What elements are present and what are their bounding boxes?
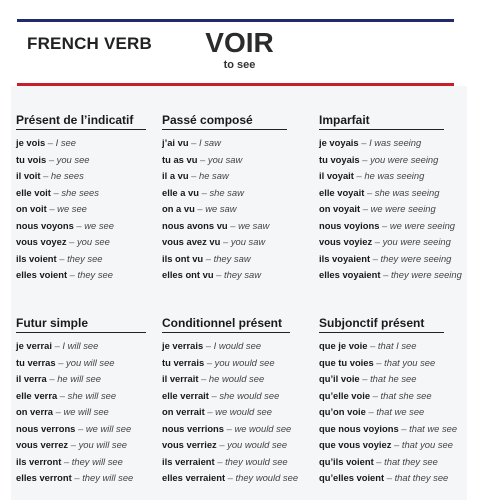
english-translation: you were seeing <box>382 236 451 247</box>
english-translation: he would see <box>208 373 265 384</box>
section-title: Conditionnel présent <box>162 316 290 333</box>
english-translation: we saw <box>205 203 237 214</box>
conjugation-row <box>16 437 176 454</box>
french-form: vous verrez <box>16 439 69 450</box>
french-form: nous avons vu <box>162 219 228 231</box>
section-title: Subjonctif présent <box>319 316 444 333</box>
french-form: je vois <box>16 137 46 148</box>
dash-separator: – <box>73 219 85 231</box>
dash-separator: – <box>194 203 206 214</box>
french-form: elles verront <box>16 472 72 483</box>
english-translation: that you see <box>401 439 453 450</box>
french-form: tu verras <box>16 356 56 368</box>
dash-separator: – <box>373 356 385 368</box>
french-form: nous voyions <box>319 219 380 231</box>
dash-separator: – <box>188 137 200 148</box>
conjugation-list <box>162 338 320 487</box>
english-translation: that we see <box>409 422 458 434</box>
dash-separator: – <box>61 455 72 467</box>
dash-separator: – <box>203 340 214 351</box>
section-title: Présent de l’indicatif <box>16 113 146 130</box>
french-form: je verrais <box>162 340 204 351</box>
french-form: vous avez vu <box>162 236 221 247</box>
dash-separator: – <box>398 422 410 434</box>
dash-separator: – <box>75 422 86 434</box>
french-form: elle voyait <box>319 186 365 198</box>
conjugation-row <box>319 168 474 185</box>
english-translation: you would see <box>214 356 275 368</box>
conjugation-row <box>319 404 474 421</box>
english-translation: you saw <box>230 236 266 247</box>
french-form: il a vu <box>162 170 189 181</box>
dash-separator: – <box>359 373 371 384</box>
french-form: il verra <box>16 373 47 384</box>
dash-separator: – <box>50 186 62 198</box>
french-form: on verrait <box>162 406 205 417</box>
english-translation: she saw <box>209 186 244 198</box>
dash-separator: – <box>213 269 225 280</box>
top-rule <box>17 19 454 22</box>
conjugation-row <box>162 404 320 421</box>
french-form: nous verrions <box>162 422 224 434</box>
conjugation-row <box>162 234 317 251</box>
conjugation-row <box>162 421 320 438</box>
english-translation: we were seeing <box>370 203 436 214</box>
french-form: elle verrait <box>162 389 209 401</box>
conjugation-list <box>16 338 176 487</box>
english-translation: that you see <box>384 356 436 368</box>
dash-separator: – <box>51 340 63 351</box>
dash-separator: – <box>360 203 371 214</box>
header-label: FRENCH VERB <box>27 34 152 53</box>
section-imparfait <box>319 113 474 284</box>
conjugation-row <box>319 218 474 235</box>
english-translation: you will see <box>66 356 115 368</box>
section-passe-compose <box>162 113 317 284</box>
french-form: tu vois <box>16 153 47 165</box>
french-form: ils ont vu <box>162 252 204 264</box>
conjugation-row <box>319 152 474 169</box>
dash-separator: – <box>370 252 381 264</box>
dash-separator: – <box>220 236 231 247</box>
french-form: elle verra <box>16 389 58 401</box>
french-form: qu’on voie <box>319 406 366 417</box>
english-translation: we see <box>84 219 114 231</box>
dash-separator: – <box>199 186 210 198</box>
dash-separator: – <box>372 236 383 247</box>
conjugation-row <box>319 371 474 388</box>
english-translation: they see <box>77 269 113 280</box>
french-form: ils voyaient <box>319 252 371 264</box>
dash-separator: – <box>204 356 215 368</box>
french-form: que vous voyiez <box>319 439 392 450</box>
dash-separator: – <box>197 153 208 165</box>
english-translation: they will see <box>71 455 123 467</box>
english-translation: that she see <box>380 389 432 401</box>
french-form: vous verriez <box>162 439 217 450</box>
english-translation: they see <box>67 252 103 264</box>
dash-separator: – <box>380 269 391 280</box>
english-translation: he was seeing <box>364 170 425 181</box>
french-form: je voyais <box>319 137 359 148</box>
french-form: elles ont vu <box>162 269 214 280</box>
conjugation-row <box>162 338 320 355</box>
conjugation-row <box>319 234 474 251</box>
conjugation-row <box>162 388 320 405</box>
dash-separator: – <box>365 406 377 417</box>
conjugation-row <box>16 168 176 185</box>
french-form: tu verrais <box>162 356 205 368</box>
dash-separator: – <box>53 406 64 417</box>
english-translation: we will see <box>85 422 132 434</box>
dash-separator: – <box>204 406 216 417</box>
conjugation-list <box>16 135 176 284</box>
conjugation-row <box>16 388 176 405</box>
french-form: ils verront <box>16 455 62 467</box>
conjugation-row <box>319 421 474 438</box>
english-translation: I saw <box>199 137 221 148</box>
french-form: tu as vu <box>162 153 198 165</box>
french-form: il voyait <box>319 170 354 181</box>
conjugation-row <box>162 267 317 284</box>
french-form: que je voie <box>319 340 368 351</box>
conjugation-row <box>162 201 317 218</box>
conjugation-row <box>162 371 320 388</box>
english-translation: they saw <box>224 269 262 280</box>
dash-separator: – <box>203 252 214 264</box>
conjugation-row <box>16 421 176 438</box>
english-translation: they would see <box>235 472 299 483</box>
dash-separator: – <box>46 153 57 165</box>
dash-separator: – <box>67 269 78 280</box>
english-translation: you would see <box>227 439 288 450</box>
conjugation-row <box>162 355 320 372</box>
english-translation: he will see <box>57 373 101 384</box>
conjugation-row <box>16 355 176 372</box>
dash-separator: – <box>370 389 381 401</box>
french-form: tu voyais <box>319 153 360 165</box>
english-translation: she was seeing <box>374 186 440 198</box>
dash-separator: – <box>353 170 365 181</box>
conjugation-row <box>319 338 474 355</box>
english-translation: I see <box>55 137 76 148</box>
english-translation: we were seeing <box>389 219 456 231</box>
dash-separator: – <box>367 340 378 351</box>
conjugation-row <box>319 454 474 471</box>
french-form: on a vu <box>162 203 195 214</box>
verb-title: VOIR <box>205 27 274 58</box>
english-translation: they would see <box>225 455 288 467</box>
french-form: que nous voyions <box>319 422 399 434</box>
french-form: j’ai vu <box>162 137 189 148</box>
dash-separator: – <box>57 389 68 401</box>
french-form: on verra <box>16 406 53 417</box>
english-translation: I will see <box>62 340 99 351</box>
english-translation: they were seeing <box>380 252 452 264</box>
english-translation: they saw <box>213 252 251 264</box>
french-form: qu’elle voie <box>319 389 371 401</box>
conjugation-row <box>162 218 317 235</box>
french-form: on voit <box>16 203 47 214</box>
french-form: il voit <box>16 170 41 181</box>
english-translation: she would see <box>219 389 280 401</box>
verb-translation: to see <box>223 59 256 71</box>
conjugation-row <box>319 135 474 152</box>
french-form: elle voit <box>16 186 51 198</box>
conjugation-row <box>16 267 176 284</box>
conjugation-row <box>162 168 317 185</box>
dash-separator: – <box>216 439 228 450</box>
english-translation: you were seeing <box>370 153 439 165</box>
conjugation-row <box>319 470 474 487</box>
conjugation-row <box>16 152 176 169</box>
dash-separator: – <box>359 153 371 165</box>
english-translation: I was seeing <box>369 137 422 148</box>
conjugation-row <box>16 234 176 251</box>
section-subjonctif-present <box>319 316 474 487</box>
conjugation-row <box>319 355 474 372</box>
dash-separator: – <box>68 439 79 450</box>
conjugation-row <box>162 185 317 202</box>
french-form: elles voyaient <box>319 269 381 280</box>
dash-separator: – <box>373 455 385 467</box>
french-form: il verrait <box>162 373 199 384</box>
conjugation-row <box>162 152 317 169</box>
conjugation-row <box>16 185 176 202</box>
conjugation-row <box>16 251 176 268</box>
conjugation-row <box>16 371 176 388</box>
english-translation: they will see <box>82 472 134 483</box>
conjugation-row <box>16 470 176 487</box>
english-translation: we would see <box>234 422 292 434</box>
english-translation: that I see <box>377 340 417 351</box>
english-translation: he saw <box>199 170 229 181</box>
conjugation-row <box>319 388 474 405</box>
conjugation-row <box>162 135 317 152</box>
french-form: qu’il voie <box>319 373 360 384</box>
french-form: elles verraient <box>162 472 226 483</box>
english-translation: they were seeing <box>390 269 462 280</box>
section-futur-simple <box>16 316 176 487</box>
english-translation: I would see <box>213 340 262 351</box>
conjugation-row <box>162 437 320 454</box>
section-title: Imparfait <box>319 113 444 130</box>
conjugation-row <box>16 218 176 235</box>
english-translation: that they see <box>384 455 438 467</box>
french-form: nous voyons <box>16 219 74 231</box>
dash-separator: – <box>358 137 370 148</box>
dash-separator: – <box>224 422 235 434</box>
dash-separator: – <box>55 356 67 368</box>
english-translation: she will see <box>67 389 117 401</box>
french-form: que tu voies <box>319 356 374 368</box>
conjugation-row <box>319 267 474 284</box>
english-translation: we saw <box>238 219 270 231</box>
conjugation-row <box>16 338 176 355</box>
french-form: elles voient <box>16 269 68 280</box>
dash-separator: – <box>56 252 68 264</box>
dash-separator: – <box>364 186 375 198</box>
conjugation-row <box>16 404 176 421</box>
english-translation: you see <box>56 153 90 165</box>
french-form: ils verraient <box>162 455 215 467</box>
dash-separator: – <box>66 236 77 247</box>
french-form: qu’ils voient <box>319 455 374 467</box>
dash-separator: – <box>391 439 402 450</box>
conjugation-row <box>319 201 474 218</box>
conjugation-list <box>319 135 474 284</box>
conjugation-row <box>162 251 317 268</box>
french-form: ils voient <box>16 252 57 264</box>
french-form: je verrai <box>16 340 52 351</box>
conjugation-row <box>16 454 176 471</box>
section-present <box>16 113 176 284</box>
conjugation-row <box>319 185 474 202</box>
section-title: Passé composé <box>162 113 287 130</box>
dash-separator: – <box>379 219 390 231</box>
dash-separator: – <box>188 170 200 181</box>
french-form: vous voyiez <box>319 236 373 247</box>
dash-separator: – <box>384 472 395 483</box>
dash-separator: – <box>227 219 239 231</box>
english-translation: you saw <box>207 153 243 165</box>
dash-separator: – <box>71 472 83 483</box>
english-translation: we would see <box>215 406 272 417</box>
dash-separator: – <box>40 170 51 181</box>
section-conditionnel-present <box>162 316 320 487</box>
dash-separator: – <box>208 389 220 401</box>
dash-separator: – <box>225 472 236 483</box>
english-translation: you will see <box>78 439 128 450</box>
french-form: elle a vu <box>162 186 200 198</box>
french-form: qu’elles voient <box>319 472 385 483</box>
dash-separator: – <box>46 373 58 384</box>
conjugation-row <box>162 454 320 471</box>
english-translation: we see <box>57 203 87 214</box>
section-title: Futur simple <box>16 316 146 333</box>
english-translation: we will see <box>63 406 109 417</box>
conjugation-row <box>16 135 176 152</box>
english-translation: you see <box>76 236 110 247</box>
french-form: nous verrons <box>16 422 76 434</box>
conjugation-row <box>319 437 474 454</box>
conjugation-row <box>319 251 474 268</box>
dash-separator: – <box>198 373 209 384</box>
dash-separator: – <box>214 455 226 467</box>
dash-separator: – <box>45 137 56 148</box>
english-translation: she sees <box>61 186 99 198</box>
dash-separator: – <box>46 203 58 214</box>
conjugation-list <box>162 135 317 284</box>
conjugation-row <box>16 201 176 218</box>
english-translation: he sees <box>50 170 84 181</box>
conjugation-row <box>162 470 320 487</box>
french-form: vous voyez <box>16 236 67 247</box>
french-form: on voyait <box>319 203 361 214</box>
english-translation: that we see <box>376 406 425 417</box>
english-translation: that they see <box>394 472 449 483</box>
english-translation: that he see <box>370 373 417 384</box>
conjugation-list <box>319 338 474 487</box>
